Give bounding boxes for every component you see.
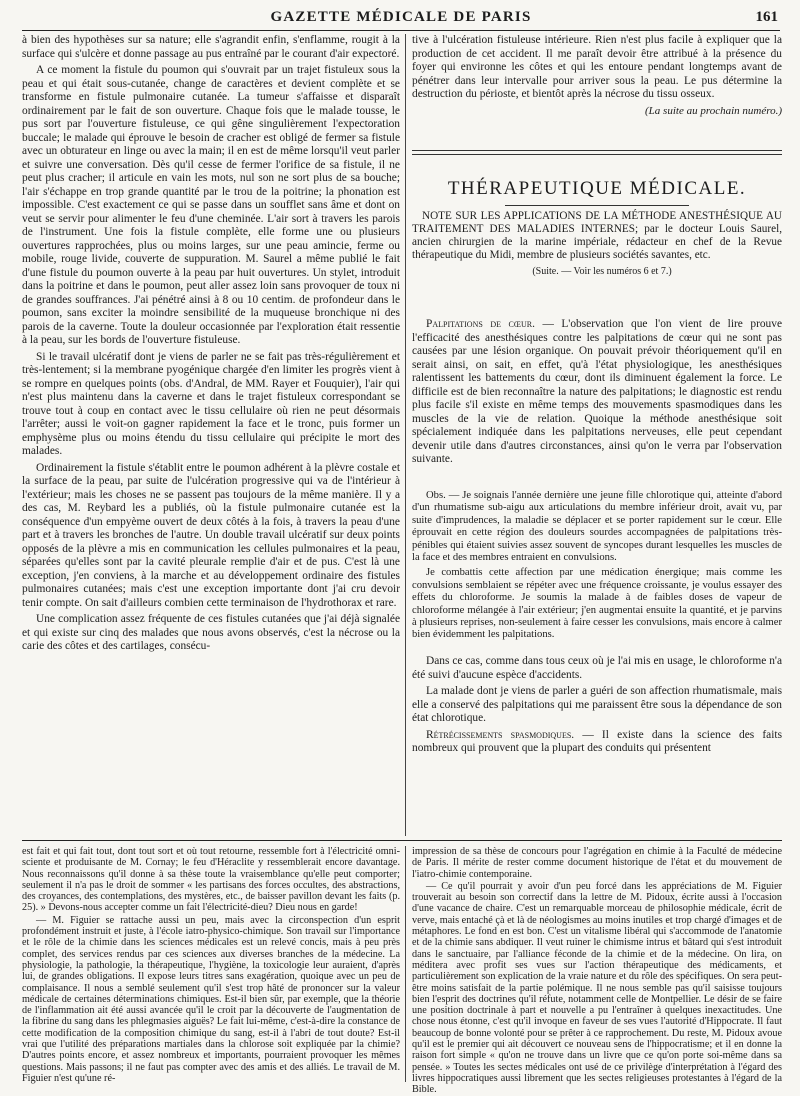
- bottom-left-column: [22, 846, 400, 1082]
- palpitations-paragraph: [412, 318, 782, 488]
- page-number: 161: [755, 9, 778, 25]
- suite-note: (Suite. — Voir les numéros 6 et 7.): [532, 266, 672, 277]
- section-divider: [412, 150, 782, 155]
- paragraph: Ordinairement la fistule s'établit entre le poumon adhérent à la plèvre costale et la surface de la peau, par suite de l'ulcération progressive qui va de l'intérieur à l'extérieur; mais les choses ne se passent pas toujours de la même manière. Il y a des cas, M. Reybard les a publiés, où la fistule pulmonaire cutanée est la conséquence d'un empyème ouvert de deux côtés à la fois, à travers la peau d'une part et à travers les bronches de l'autre. Un double travail ulcératif sur deux points opposés de la plèvre a mis en communication les cellules pulmonaires et la peau, séparées qu'elles sont par la cavité pleurale remplie d'air et de pus. C'est là une exception, j'en conviens, à la marche et au développement ordinaire des fistules pulmonaires cutanées; mais c'est une exception importante dont j'ai cru devoir tenir compte. On sait d'ailleurs combien cette terminaison de l'hydrothorax et rare.: [22, 461, 400, 609]
- paragraph: Dans ce cas, comme dans tous ceux où je l'ai mis en usage, le chloroforme n'a été suivi d'aucune espèce d'accidents.: [412, 655, 782, 681]
- observation-block: [412, 490, 782, 640]
- left-column: [22, 34, 400, 836]
- paragraph: à bien des hypothèses sur sa nature; elle s'agrandit enfin, s'enflamme, rougit à la surface qui s'ulcère et donne passage au pus entraîné par le courant d'air expectoré.: [22, 34, 400, 60]
- observation-paragraph: Je combattis cette affection par une médication énergique; mais comme les convulsions semblaient se répéter avec une fréquence croissante, je voulus essayer des effets du chloroforme. Je soumis la malade à de faibles doses de vapeur de chloroforme mélangée à l'air extérieur; j'en augmentai ensuite la quantité, et je parvins à plusieurs reprises, non-seulement à faire cesser les convulsions, mais encore à calmer bien évidemment les palpitations.: [412, 567, 782, 641]
- paragraph: tive à l'ulcération fistuleuse intérieure. Rien n'est plus facile à expliquer que la production de cet accident. Il me paraît devoir être attribué à la présence du foyer qui environne les côtes et qui les entoure pendant longtemps avant de pénétrer dans leur intervalle pour arriver sous la peau. Le pus détermine la destruction du périoste, et bientôt après la nécrose du tissu osseux.: [412, 34, 782, 100]
- bottom-right-column: [412, 846, 782, 1096]
- paragraph: — Il existe dans la science des faits nombreux qui prouvent que la plupart des conduits qui présentent: [412, 728, 783, 754]
- right-column-top: [412, 34, 782, 136]
- feuilleton-divider: [22, 840, 782, 841]
- column-divider: [405, 34, 406, 836]
- journal-title: GAZETTE MÉDICALE DE PARIS: [270, 9, 532, 25]
- paragraph: — Ce qu'il pourrait y avoir d'un peu forcé dans les appréciations de M. Figuier trouverait au besoin son correctif dans la lettre de M. Pidoux, écrite aussi à l'occasion d'une vacance de chaire. C'est un remarquable morceau de philosophie médicale, écrit de verve, mais entaché çà et là de néologismes au moins inutiles et trop chargé d'images et de métaphores. Le fond en est bon. C'est un vitalisme libéral qui s'accommode de l'anatomie et de la chimie sans abdiquer. Il veut ruiner le chimisme intrus et bâtard qui s'est introduit dans le sanctuaire, par l'alliance féconde de la chimie et de la médecine. On lira, on méditera avec profit ses vues sur l'action thérapeutique des médicaments, et particulièrement son explication de la vraie nature et du rôle des spécifiques. On sera peut-être moins satisfait de la partie polémique. Il ne nous semble pas qu'il saisisse toujours bien l'esprit des doctrines qu'il réfute, notamment celle de Montpellier. Le désir de se faire une position doctrinale à part et nouvelle a pu l'entraîner à quelques inexactitudes. Une chose nous étonne, c'est qu'il invoque en faveur de ses vues l'autorité d'Hippocrate. Il faut beaucoup de bonne volonté pour se prêter à ce rapprochement. Du reste, M. Pidoux avoue qu'il est le premier qui ait découvert ce nouveau sens de l'hippocratisme; et il en donne la raison fort simple « qu'on ne trouve dans un livre que ce qu'on porte soi-même dans sa pensée. » Toutes les sectes médicales ont usé de ce privilège d'interprétation à l'égard des livres hippocratiques aussi librement que les sectes religieuses protestantes à l'égard de la Bible.: [412, 880, 782, 1096]
- paragraph: Si le travail ulcératif dont je viens de parler ne se fait pas très-régulièrement et très-lentement; si la membrane pyogénique chargée d'en limiter les progrès vient à se rompre en quelques points (obs. d'Andral, de MM. Rayer et Fouquier), l'air qui n'est plus maintenu dans la caverne et dans le trajet fistuleux correspondant se trouve tout à coup en contact avec le tissu cellulaire où rien ne peut désormais l'arrêter; aussi le voit-on gagner rapidement la face et le tronc, puis former un emphysème plus ou moins étendu du tissu cellulaire qui précipite le mort des malades.: [22, 350, 400, 457]
- paragraph: impression de sa thèse de concours pour l'agrégation en chimie à la Faculté de médecine de Paris. Il mérite de rester comme document historique de l'état et du mouvement de l'iatro-chimie contemporaine.: [412, 846, 782, 880]
- paragraph: — M. Figuier se rattache aussi un peu, mais avec la circonspection d'un esprit profondément instruit et juste, à l'école iatro-physico-chimique. Son travail sur l'importance et le rôle de la chimie dans les sciences médicales est un relevé concis, mais à peu près complet, des services rendus par ces sciences aux diverses branches de la médecine. La physiologie, la pathologie, la thérapeutique, l'hygiène, la toxicologie leur auraient, d'après lui, de grandes obligations. Il expose leurs titres sans exagération, quoique avec un peu de complaisance. Il nous a semblé seulement qu'il s'est trop hâté de prononcer sur la valeur médicale de certaines déterminations chimiques. Est-il bien sûr, par exemple, que la théorie de l'inflammation ait été aussi avancée qu'il le croit par la découverte de l'augmentation de la fibrine du sang dans les phlegmasies aiguës? Le fait lui-même, c'est-à-dire la constance de cette modification de la composition chimique du sang, est-il à l'abri de tout doute? Est-il vrai que l'utilité des préparations martiales dans la chlorose soit expliquée par la chimie? D'autres points encore, et assez nombreux et importants, pourraient provoquer les mêmes questions. Mais passons; il ne faut pas compter avec des amis et des alliés. Le travail de M. Figuier n'est qu'une ré-: [22, 914, 400, 1084]
- article-heading: NOTE SUR LES APPLICATIONS DE LA MÉTHODE ANESTHÉSIQUE AU TRAITEMENT DES MALADIES INTERNES; par le docteur Louis Saurel, ancien chirurgien de la marine impériale, rédacteur en chef de la Revue thérapeutique du Midi, membre de plusieurs sociétés savantes, etc.: [412, 210, 782, 261]
- page-header: [22, 8, 780, 31]
- subheading: Rétrécissements spasmodiques.: [426, 728, 575, 741]
- subheading: Palpitations de cœur.: [426, 318, 535, 330]
- paragraph: est fait et qui fait tout, dont tout sort et où tout retourne, ressemble fort à l'électricité omni-sciente et produisante de M. Cornay; le feu d'Héraclite y ressemblerait encore davantage. Nous reconnaissons qu'il donne à sa thèse toute la vraisemblance qu'elle peut comporter; seulement il n'a pas le droit de sommer « les partisans des forces occultes, des abstractions, des croyances, des contemplations, des mystères, etc., de baisser pavillon devant les faits (p. 25). » Devons-nous accepter comme un fait l'électricité-dieu? Dieu nous en garde!: [22, 846, 400, 914]
- paragraph: — L'observation que l'on vient de lire prouve l'efficacité des anesthésiques contre les palpitations de cœur qui ne sont pas causées par une lésion organique. On pouvait prévoir théoriquement qu'il en serait ainsi, on sait, en effet, qu'à l'état physiologique, les anesthésiques ralentissent les battements du cœur, dont ils diminuent également la force. Le difficile est de bien reconnaître la nature des palpitations; le diagnostic est rendu plus facile s'il existe en même temps des mouvements spasmodiques dans les muscles de la vie de relation. Quoique la méthode anesthésique soit spécialement indiquée dans les palpitations nerveuses, elle peut cependant devenir utile dans d'autres circonstances, ainsi qu'on le verra par l'observation suivante.: [412, 318, 782, 465]
- right-column-bottom: [412, 655, 782, 836]
- title-underline: [505, 205, 689, 206]
- column-divider: [405, 846, 406, 1082]
- article-heading-block: [412, 210, 782, 306]
- paragraph: Une complication assez fréquente de ces fistules cutanées que j'ai déjà signalée et qui existe sur cinq des malades que nous avons observés, c'est la nécrose ou la carie des côtes et des cartilages, consécu-: [22, 613, 400, 652]
- continuation-note: (La suite au prochain numéro.): [645, 104, 782, 117]
- observation-paragraph: Obs. — Je soignais l'année dernière une jeune fille chlorotique qui, atteinte d'abord d'un rhumatisme sub-aigu aux articulations du membre inférieur droit, avait vu, par suite d'imprudences, la maladie se déplacer et se porter rapidement sur le cœur. Elle éprouvait en cette région des douleurs sourdes accompagnées de palpitations très-pénibles qui étaient suivies assez souvent de syncopes durant lesquelles les muscles de la face et des membres entraient en convulsions.: [412, 490, 782, 564]
- paragraph: La malade dont je viens de parler a guéri de son affection rhumatismale, mais elle a conservé des palpitations qui me paraissent être sous la dépendance de son état chlorotique.: [412, 685, 782, 724]
- section-title: THÉRAPEUTIQUE MÉDICALE.: [447, 178, 747, 199]
- paragraph: A ce moment la fistule du poumon qui s'ouvrait par un trajet fistuleux sous la peau et qui était sous-cutanée, change de caractères et devient complète et se transforme en fistule pulmonaire cutanée. La tumeur s'affaisse et disparaît ordinairement par le fait de son ouverture. Chaque fois que le malade tousse, le pus sort par l'ouverture fistuleuse, ce qui gêne singulièrement l'expectoration buccale; le malade qui éprouve le besoin de cracher est obligé de fermer sa fistule avec un obturateur en linge ou avec la main; il en est de même lorsqu'il veut parler et suivre une conversation. Dès qu'il cesse de fermer l'orifice de sa fistule, il ne peut plus cracher; il articule en vain les mots, nul son ne sort plus de sa bouche; l'air s'échappe en trop grande quantité par le trou de la poitrine; la phonation est impossible. C'est exactement ce qui se passe dans un soufflet sans âme et dont on veut se servir pour alimenter le feu d'une cheminée. L'air sort à travers les parois de l'instrument. Une fois la fistule complète, elle forme une ou plusieurs ouvertures rapprochées, plus ou moins larges, sur une peau amincie, ferme ou mobile, rouge livide, couverte de suppuration. M. Saurel a même publié le fait d'une fistule du poumon ouverte à la peau par huit ouvertures. Un stylet, introduit dans la poitrine et dans le poumon, peut aller assez loin sans provoquer de toux ni de grandes souffrances. J'ai pénétré ainsi à 8 ou 10 centim. de profondeur dans le poumon, sans exciter la moindre sensibilité de la muqueuse bronchique ni des parois de la caverne. Toute la douleur occasionnée par l'exploration était ressentie à la peau, sur les bords de l'ouverture fistuleuse.: [22, 64, 400, 346]
